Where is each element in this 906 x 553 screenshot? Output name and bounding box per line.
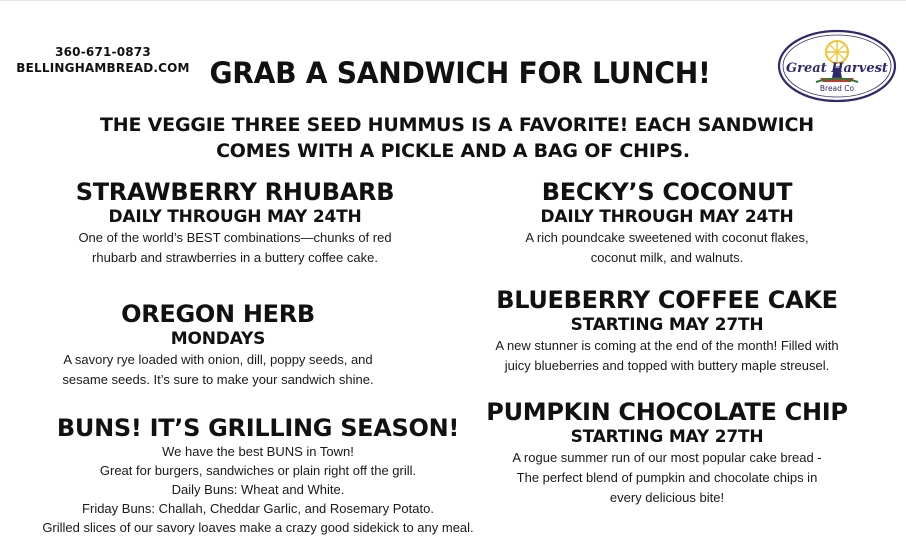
page-headline: GRAB A SANDWICH FOR LUNCH!	[209, 56, 711, 90]
description-line: sesame seeds. It’s sure to make your sandwich shine.	[62, 372, 374, 387]
strawberry-rhubarb-schedule: DAILY THROUGH MAY 24TH	[108, 207, 362, 227]
description-line: A savory rye loaded with onion, dill, poppy seeds, and	[63, 352, 373, 367]
description-line: A new stunner is coming at the end of the month! Filled with	[495, 338, 839, 353]
description-line: We have the best BUNS in Town!	[162, 444, 354, 459]
oregon-herb-section	[20, 300, 416, 390]
website: BELLINGHAMBREAD.COM	[16, 61, 190, 75]
pumpkin-chocolate-chip-schedule: STARTING MAY 27TH	[570, 427, 764, 447]
blueberry-coffee-cake-schedule: STARTING MAY 27TH	[570, 315, 764, 335]
logo-sub: Bread Co	[819, 84, 855, 93]
description-line: Daily Buns: Wheat and White.	[171, 482, 345, 497]
buns-section	[0, 414, 516, 537]
pumpkin-chocolate-chip-section	[440, 398, 894, 508]
blueberry-coffee-cake-title: BLUEBERRY COFFEE CAKE	[496, 286, 838, 314]
top-divider	[0, 0, 906, 1]
oregon-herb-title: OREGON HERB	[121, 300, 315, 328]
beckys-coconut-description	[440, 228, 894, 268]
description-line: coconut milk, and walnuts.	[590, 250, 744, 265]
subhead-line-1: THE VEGGIE THREE SEED HUMMUS IS A FAVORITE! EACH SANDWICH	[100, 114, 814, 136]
logo-name: Great Harvest	[786, 61, 888, 76]
buns-description	[0, 442, 516, 537]
description-line: A rogue summer run of our most popular cake bread -	[512, 450, 822, 465]
description-line: Great for burgers, sandwiches or plain right off the grill.	[99, 463, 417, 478]
pumpkin-chocolate-chip-description	[440, 448, 894, 508]
strawberry-rhubarb-section	[20, 178, 450, 268]
page-subhead	[100, 112, 814, 164]
beckys-coconut-schedule: DAILY THROUGH MAY 24TH	[540, 207, 794, 227]
strawberry-rhubarb-title: STRAWBERRY RHUBARB	[75, 178, 395, 206]
phone-number: 360-671-0873	[55, 45, 151, 59]
description-line: A rich poundcake sweetened with coconut flakes,	[525, 230, 809, 245]
contact-info	[10, 44, 196, 76]
subhead-line-2: COMES WITH A PICKLE AND A BAG OF CHIPS.	[216, 140, 690, 162]
description-line: every delicious bite!	[609, 490, 725, 505]
strawberry-rhubarb-description	[20, 228, 450, 268]
beckys-coconut-section	[440, 178, 894, 268]
great-harvest-logo	[776, 28, 898, 104]
description-line: Grilled slices of our savory loaves make a crazy good sidekick to any meal.	[42, 520, 474, 535]
beckys-coconut-title: BECKY’S COCONUT	[541, 178, 793, 206]
oregon-herb-schedule: MONDAYS	[170, 329, 266, 349]
oregon-herb-description	[20, 350, 416, 390]
description-line: juicy blueberries and topped with buttery maple streusel.	[504, 358, 830, 373]
blueberry-coffee-cake-description	[440, 336, 894, 376]
buns-title: BUNS! IT’S GRILLING SEASON!	[56, 414, 460, 442]
description-line: The perfect blend of pumpkin and chocolate chips in	[516, 470, 818, 485]
blueberry-coffee-cake-section	[440, 286, 894, 376]
description-line: rhubarb and strawberries in a buttery coffee cake.	[92, 250, 378, 265]
description-line: One of the world’s BEST combinations—chunks of red	[78, 230, 392, 245]
pumpkin-chocolate-chip-title: PUMPKIN CHOCOLATE CHIP	[486, 398, 848, 426]
description-line: Friday Buns: Challah, Cheddar Garlic, and Rosemary Potato.	[82, 501, 434, 516]
